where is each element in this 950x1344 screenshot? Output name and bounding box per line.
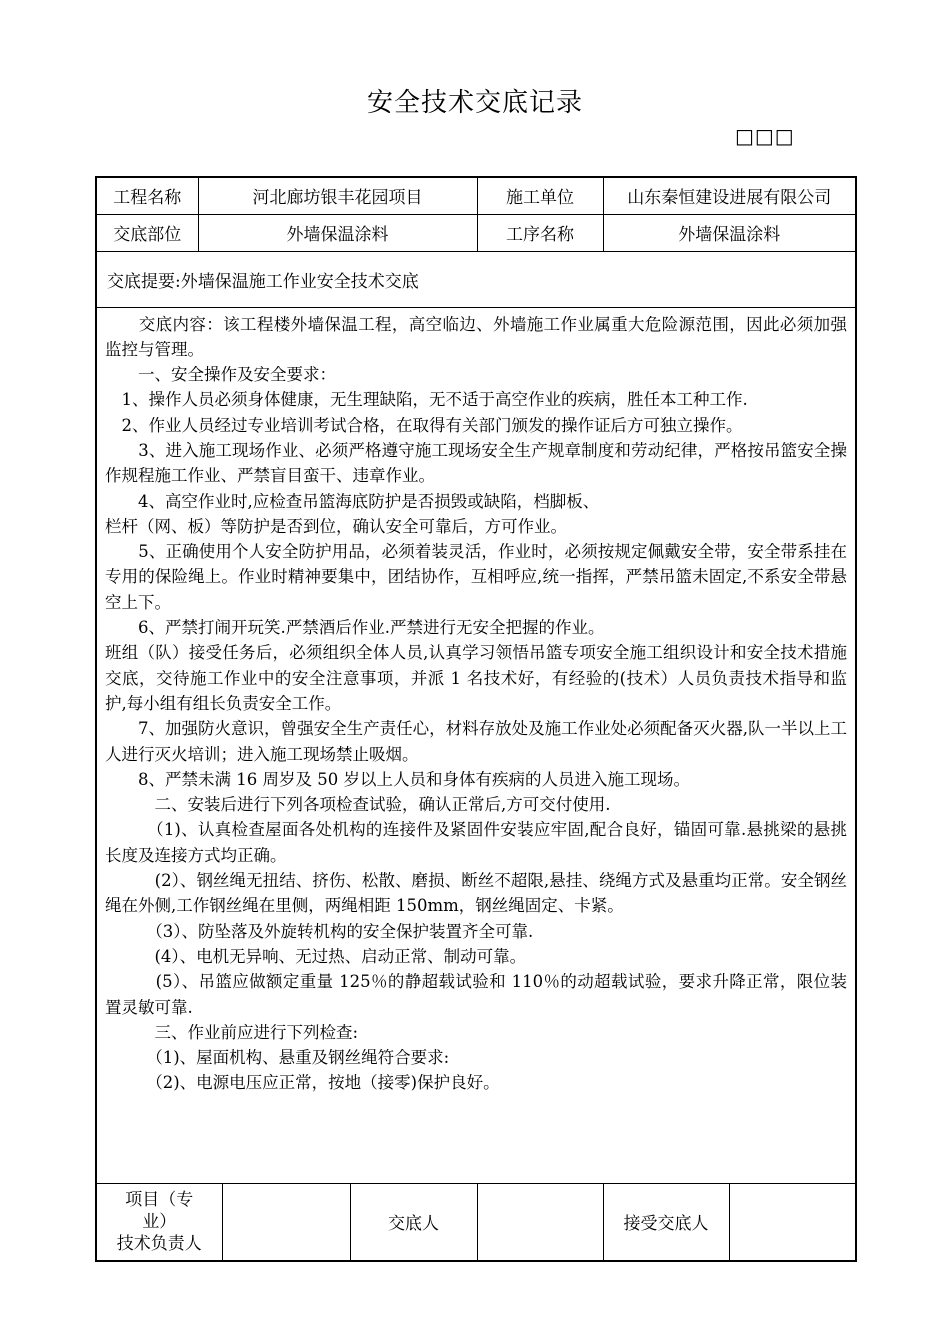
disclosure-form-table (95, 176, 857, 1262)
content-paragraph: 三、作业前应进行下列检查: (105, 1022, 359, 1042)
content-paragraph: 班组（队）接受任务后，必须组织全体人员,认真学习领悟吊篮专项安全施工组织设计和安全技术措施交底，交待施工作业中的安全注意事项，并派 1 名技术好，有经验的(技术）人员负责技术指导和监护,每小组有组长负责安全工作。 (105, 643, 847, 713)
tech-lead-label-line-1: 项目（专 (125, 1189, 194, 1210)
content-paragraph: (4）、电机无异响、无过热、启动正常、制动可靠。 (105, 946, 527, 966)
tech-lead-label (96, 1183, 222, 1261)
project-name-value: 河北廊坊银丰花园项目 (198, 177, 477, 214)
content-paragraph: 一、安全操作及安全要求： (105, 365, 336, 385)
content-paragraph: 4、高空作业时,应检查吊篮海底防护是否损毁或缺陷，档脚板、 (105, 491, 600, 511)
content-paragraph: 二、安装后进行下列各项检查试验，确认正常后,方可交付使用. (105, 795, 611, 815)
disclosure-part-label: 交底部位 (96, 214, 198, 251)
content-paragraph: (5）、吊篮应做额定重量 125％的静超载试验和 110％的动超载试验，要求升降正常，限位装置灵敏可靠. (105, 972, 847, 1017)
content-paragraph: 3、进入施工现场作业、必须严格遵守施工现场安全生产规章制度和劳动纪律，严格按吊篮安全操作规程施工作业、严禁盲目蛮干、违章作业。 (105, 440, 847, 486)
content-paragraph: 2、作业人员经过专业培训考试合格，在取得有关部门颁发的操作证后方可独立操作。 (105, 415, 743, 435)
project-name-label: 工程名称 (96, 177, 198, 214)
construction-unit-value: 山东秦恒建设进展有限公司 (603, 177, 856, 214)
form-row-content (96, 307, 856, 1183)
form-row-summary (96, 251, 856, 307)
process-name-value: 外墙保温涂料 (603, 214, 856, 251)
discloser-label: 交底人 (350, 1183, 477, 1261)
content-body (105, 312, 847, 1096)
content-paragraph: 5、正确使用个人安全防护用品，必须着装灵活，作业时，必须按规定佩戴安全带，安全带系挂在专用的保险绳上。作业时精神要集中，团结协作，互相呼应,统一指挥，严禁吊篮未固定,不系安全带悬空上下。 (105, 542, 847, 612)
process-name-label: 工序名称 (477, 214, 603, 251)
content-paragraph: 栏杆（网、板）等防护是否到位，确认安全可靠后，方可作业。 (105, 516, 567, 536)
content-paragraph: 7、加强防火意识，曾强安全生产责任心，材料存放处及施工作业处必须配备灭火器,队一半以上工人进行灭火培训；进入施工现场禁止吸烟。 (105, 719, 847, 764)
content-paragraph: （1)、认真检查屋面各处机构的连接件及紧固件安装应牢固,配合良好，锚固可靠.悬挑梁的悬挑长度及连接方式均正确。 (105, 820, 847, 865)
tech-lead-signature-cell[interactable] (222, 1183, 350, 1261)
content-paragraph: (2）、钢丝绳无扭结、挤伤、松散、磨损、断丝不超限,悬挂、绕绳方式及悬重均正常。安全钢丝绳在外侧,工作钢丝绳在里侧，两绳相距 150mm，钢丝绳固定、卡紧。 (105, 871, 847, 916)
content-paragraph: 8、严禁未满 16 周岁及 50 岁以上人员和身体有疾病的人员进入施工现场。 (105, 769, 690, 789)
form-row-project (96, 177, 856, 214)
content-paragraph: 交底内容：该工程楼外墙保温工程，高空临边、外墙施工作业属重大危险源范围，因此必须加强监控与管理。 (105, 314, 847, 359)
content-paragraph: （2)、电源电压应正常，按地（接零)保护良好。 (105, 1073, 500, 1093)
disclosure-content (96, 307, 856, 1183)
disclosure-part-value: 外墙保温涂料 (198, 214, 477, 251)
content-paragraph: （1)、屋面机构、悬重及钢丝绳符合要求: (105, 1048, 450, 1068)
content-paragraph: （3）、防坠落及外旋转机构的安全保护装置齐全可靠. (105, 921, 534, 941)
content-paragraph: 1、操作人员必须身体健康，无生理缺陷，无不适于高空作业的疾病，胜任本工种工作. (105, 390, 748, 410)
disclosure-summary: 交底提要:外墙保温施工作业安全技术交底 (96, 251, 856, 307)
document-title: 安全技术交底记录 (366, 88, 583, 118)
tech-lead-label-line-3: 技术负责人 (116, 1233, 202, 1254)
construction-unit-label: 施工单位 (477, 177, 603, 214)
document-code: □□□ (735, 124, 795, 148)
content-paragraph: 6、严禁打闹开玩笑.严禁酒后作业.严禁进行无安全把握的作业。 (105, 618, 605, 638)
form-row-part (96, 214, 856, 251)
receiver-label: 接受交底人 (603, 1183, 729, 1261)
form-row-signature (96, 1183, 856, 1261)
tech-lead-label-line-2: 业） (142, 1211, 177, 1232)
discloser-signature-cell[interactable] (477, 1183, 603, 1261)
receiver-signature-cell[interactable] (729, 1183, 856, 1261)
